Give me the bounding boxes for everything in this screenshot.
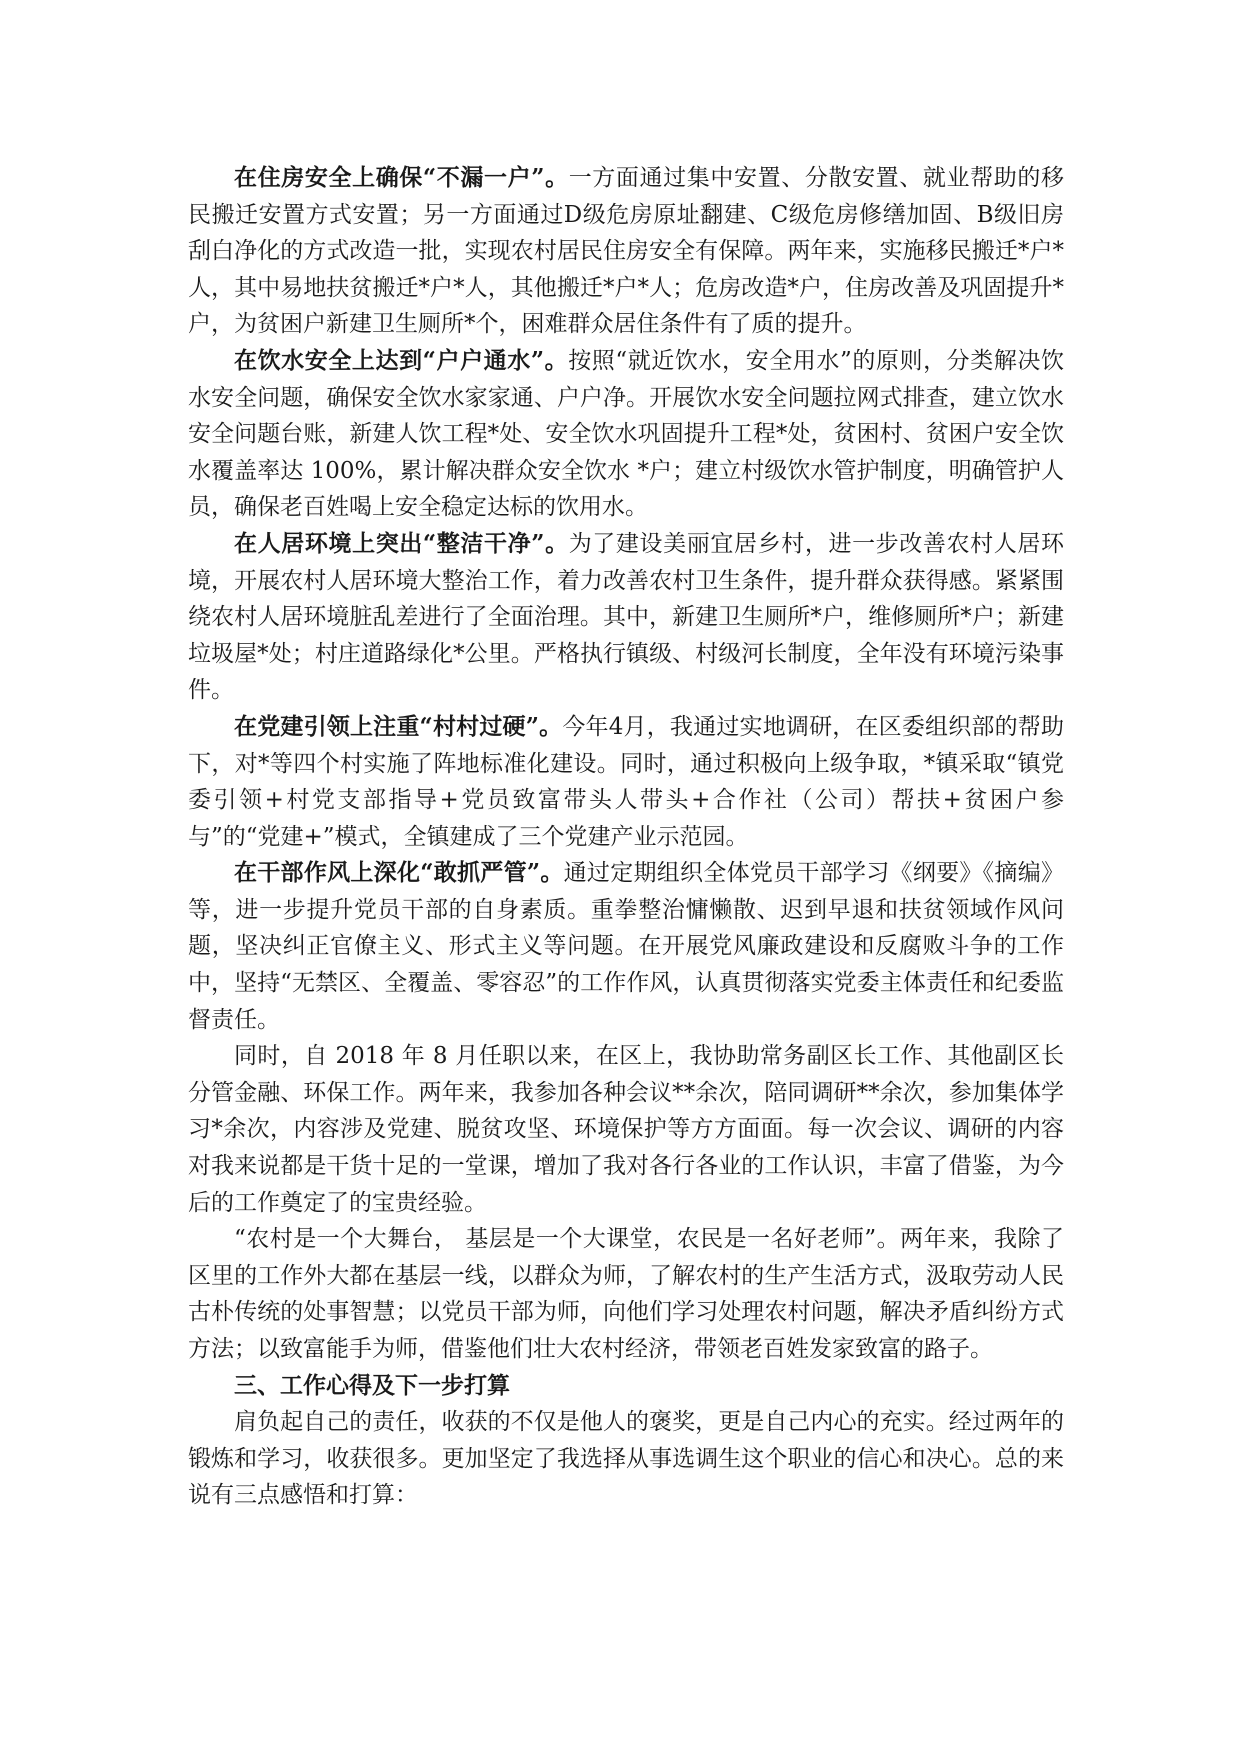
section-heading: 三、工作心得及下一步打算 bbox=[234, 1371, 510, 1399]
paragraph-closing: 肩负起自己的责任，收获的不仅是他人的褒奖，更是自己内心的充实。经过两年的锻炼和学习，收获很多。更加坚定了我选择从事选调生这个职业的信心和决心。总的来说有三点感悟和打算： bbox=[188, 1409, 1064, 1509]
paragraph-district-work bbox=[188, 1038, 1064, 1221]
paragraph-text: 今年4月，我通过实地调研，在区委组织部的帮助下，对*等四个村实施了阵地标准化建设。同时，通过积极向上级争取，*镇采取“镇党委引领+村党支部指导+党员致富带头人带头+合作社（公司）帮扶+贫困户参与”的“党建+”模式，全镇建成了三个党建产业示范园。 bbox=[188, 713, 1064, 850]
paragraph-cadre-style bbox=[188, 855, 1064, 1038]
paragraph-living-environment bbox=[188, 526, 1064, 709]
paragraph-text: 一方面通过集中安置、分散安置、就业帮助的移民搬迁安置方式安置；另一方面通过D级危房原址翻建、C级危房修缮加固、B级旧房刮白净化的方式改造一批，实现农村居民住房安全有保障。两年来，实施移民搬迁*户*人，其中易地扶贫搬迁*户*人，其他搬迁*户*人；危房改造*户，住房改善及巩固提升*户，为贫困户新建卫生厕所*个，困难群众居住条件有了质的提升。 bbox=[188, 165, 1064, 338]
paragraph-housing-safety bbox=[188, 160, 1064, 343]
paragraph-text: 同时，自 2018 年 8 月任职以来，在区上，我协助常务副区长工作、其他副区长分管金融、环保工作。两年来，我参加各种会议**余次，陪同调研**余次，参加集体学习*余次，内容涉及党建、脱贫攻坚、环境保护等方方面面。每一次会议、调研的内容对我来说都是干货十足的一堂课，增加了我对各行各业的工作认识，丰富了借鉴，为今后的工作奠定了的宝贵经验。 bbox=[188, 1043, 1064, 1216]
paragraph-lead: 在党建引领上注重“村村过硬”。 bbox=[234, 712, 563, 740]
paragraph-lead: 在饮水安全上达到“户户通水”。 bbox=[234, 346, 569, 374]
paragraph-water-safety bbox=[188, 343, 1064, 526]
paragraph-text: 为了建设美丽宜居乡村，进一步改善农村人居环境，开展农村人居环境大整治工作，着力改善农村卫生条件，提升群众获得感。紧紧围绕农村人居环境脏乱差进行了全面治理。其中，新建卫生厕所*户，维修厕所*户；新建垃圾屋*处；村庄道路绿化*公里。严格执行镇级、村级河长制度，全年没有环境污染事件。 bbox=[188, 530, 1064, 704]
document-page bbox=[188, 160, 1064, 1514]
paragraph-text: 通过定期组织全体党员干部学习《纲要》《摘编》等，进一步提升党员干部的自身素质。重拳整治慵懒散、迟到早退和扶贫领域作风问题，坚决纠正官僚主义、形式主义等问题。在开展党风廉政建设和反腐败斗争的工作中，坚持“无禁区、全覆盖、零容忍”的工作作风，认真贯彻落实党委主体责任和纪委监督责任。 bbox=[188, 860, 1064, 1033]
paragraph-party-building bbox=[188, 709, 1064, 855]
paragraph-text: 按照“就近饮水，安全用水”的原则，分类解决饮水安全问题，确保安全饮水家家通、户户净。开展饮水安全问题拉网式排查，建立饮水安全问题台账，新建人饮工程*处、安全饮水巩固提升工程*处，贫困村、贫困户安全饮水覆盖率达 100%，累计解决群众安全饮水 *户；建立村级饮水管护制度，明确管护人员，确保老百姓喝上安全稳定达标的饮用水。 bbox=[188, 347, 1064, 521]
paragraph-lead: 在住房安全上确保“不漏一户”。 bbox=[234, 164, 569, 191]
paragraph-lead: 在人居环境上突出“整洁干净”。 bbox=[234, 529, 569, 557]
paragraph-lead: 在干部作风上深化“敢抓严管”。 bbox=[234, 859, 564, 887]
paragraph-rural-learning bbox=[188, 1221, 1064, 1367]
paragraph-text: “农村是一个大舞台， 基层是一个大课堂，农民是一名好老师”。两年来，我除了区里的工作外大都在基层一线，以群众为师，了解农村的生产生活方式，汲取劳动人民古朴传统的处事智慧；以党员干部为师，向他们学习处理农村问题，解决矛盾纠纷方式方法；以致富能手为师，借鉴他们壮大农村经济，带领老百姓发家致富的路子。 bbox=[188, 1226, 1064, 1362]
